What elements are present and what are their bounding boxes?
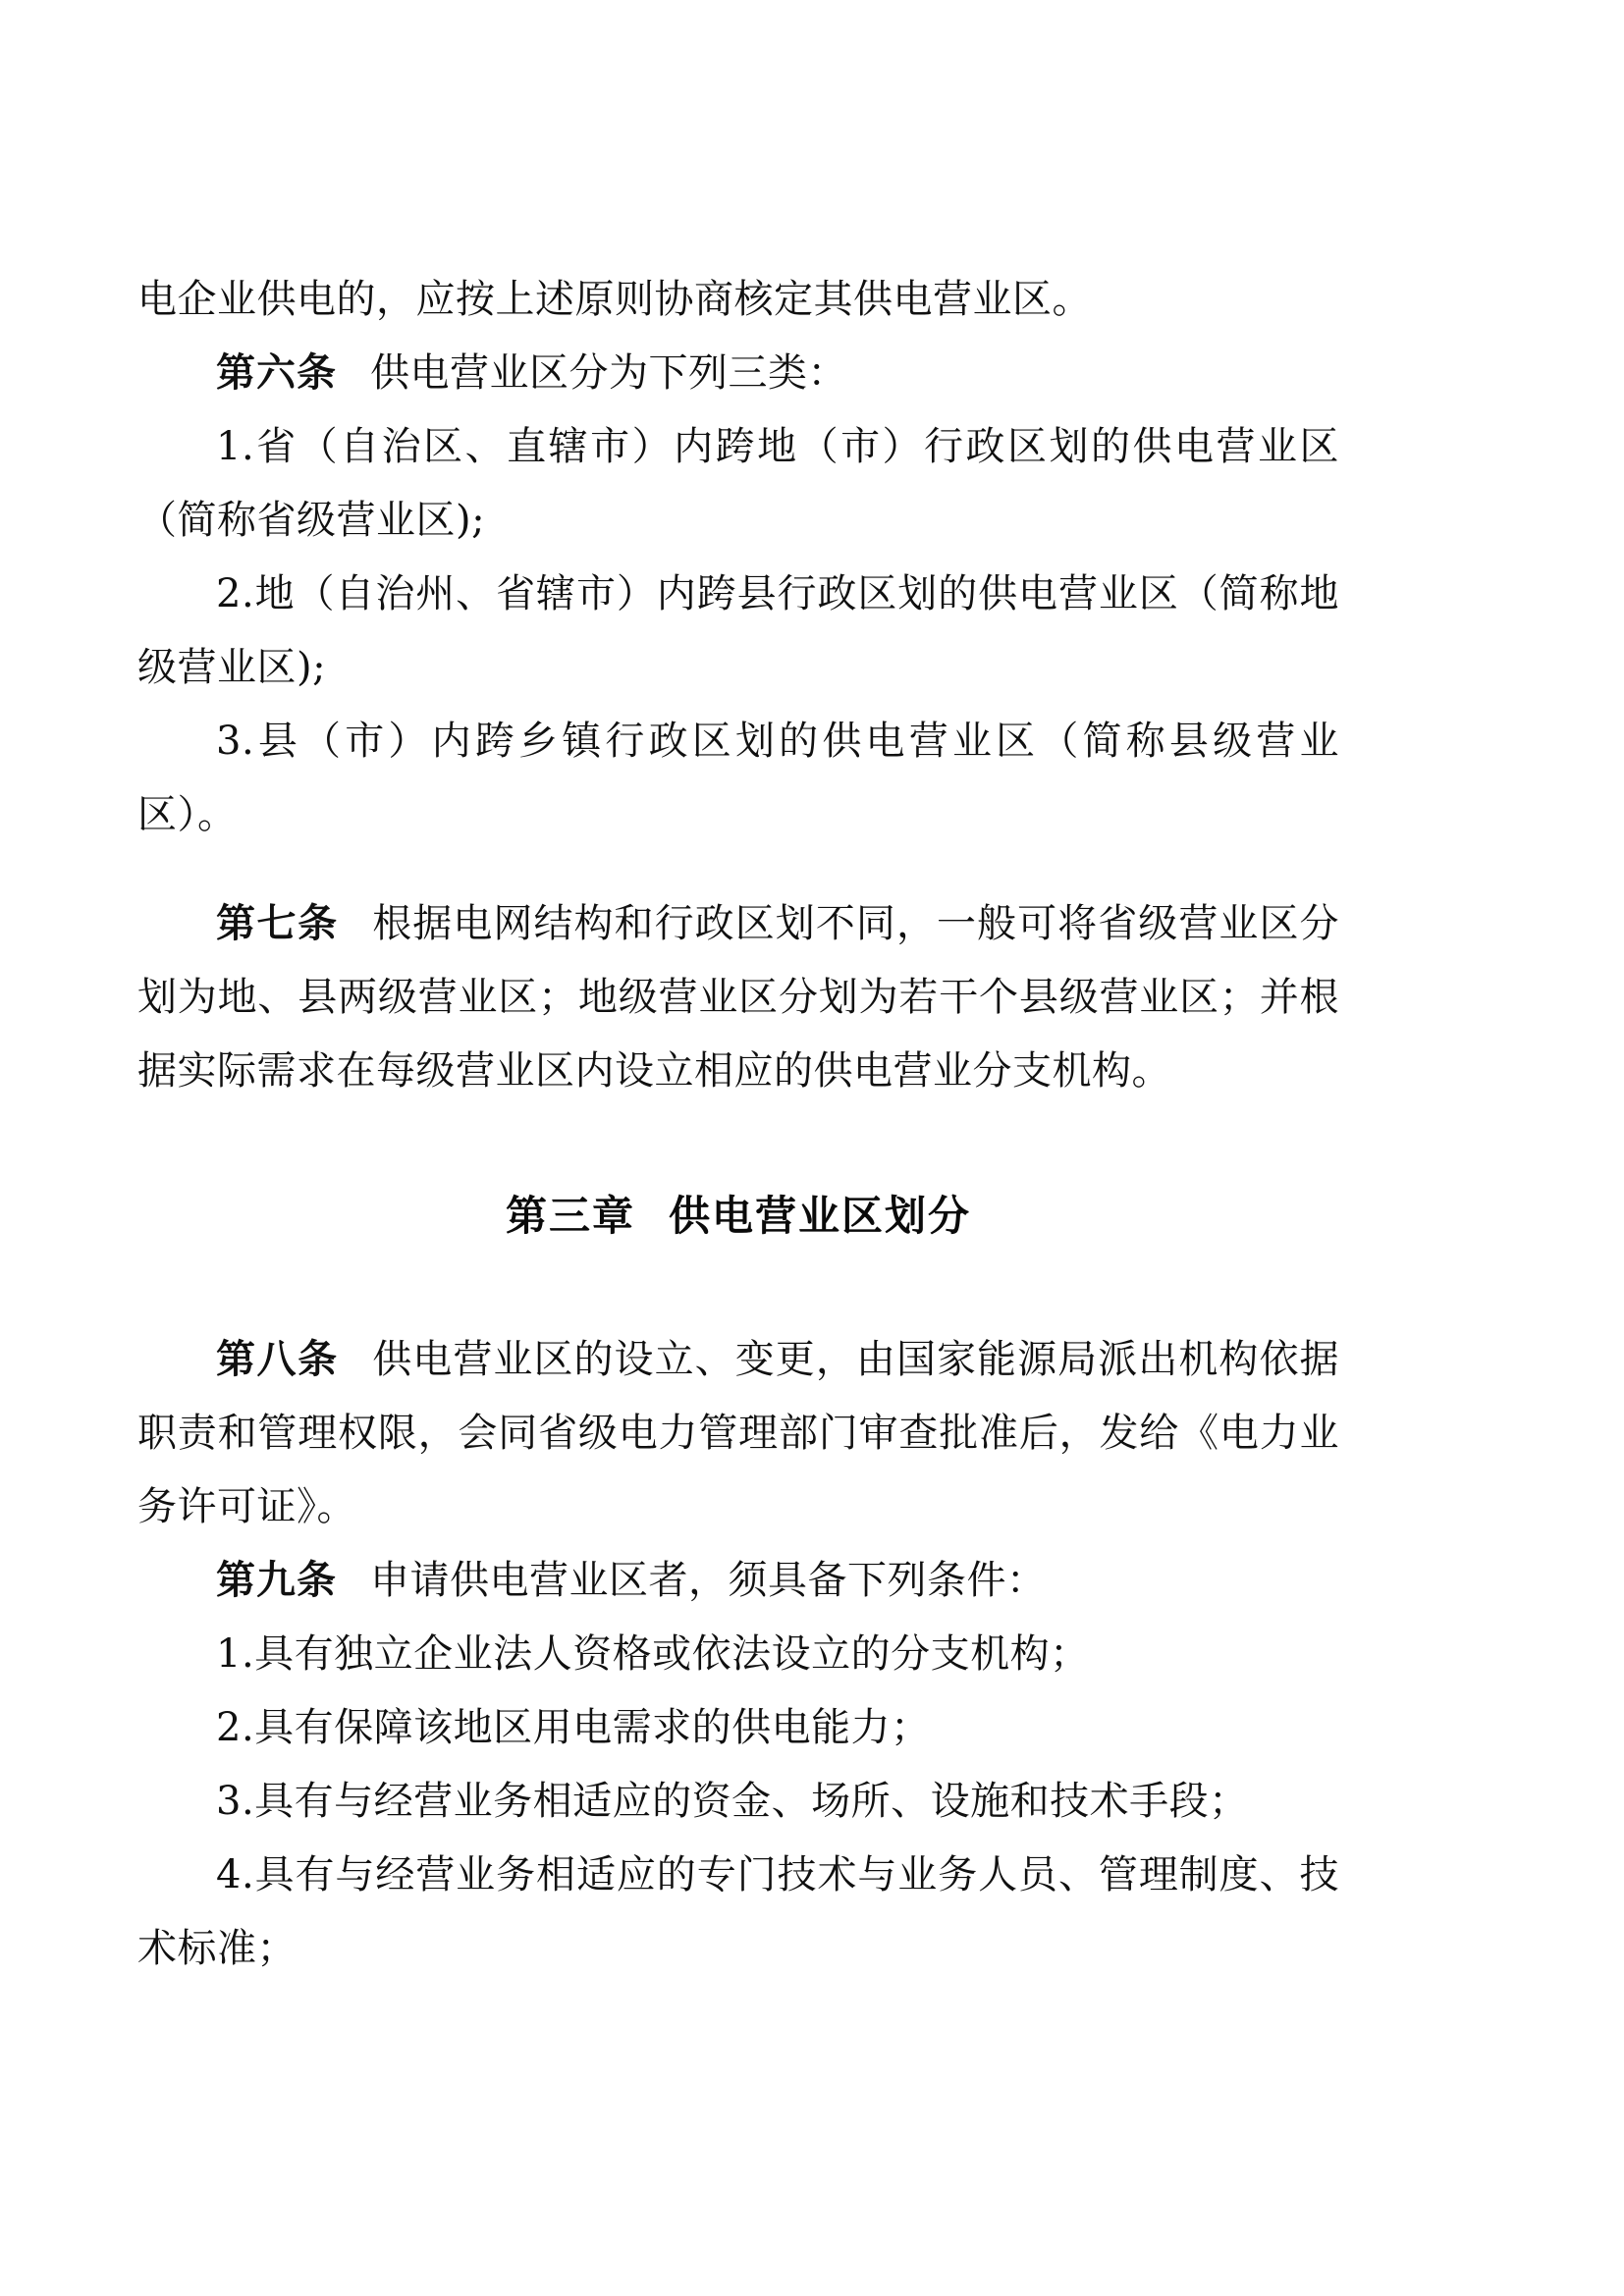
article-eight-text: 供电营业区的设立、变更，由国家能源局派出机构依据职责和管理权限，会同省级电力管理部门审查批准后，发给《电力业务许可证》。 bbox=[137, 1337, 1340, 1529]
chapter-heading bbox=[137, 1179, 1339, 1253]
paragraph-continuation: 电企业供电的，应按上述原则协商核定其供电营业区。 bbox=[137, 277, 1092, 322]
article-nine-label: 第九条 bbox=[216, 1558, 337, 1603]
spacer-before-article-seven bbox=[137, 852, 1339, 887]
article-seven-text: 根据电网结构和行政区划不同，一般可将省级营业区分划为地、县两级营业区；地级营业区分划为若干个县级营业区；并根据实际需求在每级营业区内设立相应的供电营业分支机构。 bbox=[137, 901, 1340, 1094]
list-item-nine-1: 1.具有独立企业法人资格或依法设立的分支机构； bbox=[216, 1631, 1090, 1677]
list-item-six-2: 2.地（自治州、省辖市）内跨县行政区划的供电营业区（简称地级营业区); bbox=[137, 571, 1339, 690]
article-six bbox=[137, 337, 1339, 410]
list-item-nine-3: 3.具有与经营业务相适应的资金、场所、设施和技术手段； bbox=[216, 1779, 1249, 1824]
spacer-after-chapter bbox=[137, 1253, 1339, 1323]
article-seven bbox=[137, 887, 1339, 1108]
chapter-number: 第三章 bbox=[505, 1192, 635, 1240]
list-item-nine-2: 2.具有保障该地区用电需求的供电能力； bbox=[216, 1705, 931, 1750]
list-item-six-3: 3.县（市）内跨乡镇行政区划的供电营业区（简称县级营业区）。 bbox=[137, 719, 1339, 837]
article-nine bbox=[137, 1544, 1339, 1618]
chapter-title: 供电营业区划分 bbox=[669, 1192, 972, 1240]
article-six-text: 供电营业区分为下列三类： bbox=[370, 350, 847, 396]
article-eight-label: 第八条 bbox=[216, 1337, 339, 1382]
article-eight bbox=[137, 1323, 1339, 1544]
list-item-six-1: 1.省（自治区、直辖市）内跨地（市）行政区划的供电营业区（简称省级营业区); bbox=[137, 424, 1339, 543]
article-nine-text: 申请供电营业区者，须具备下列条件： bbox=[370, 1558, 1047, 1603]
document-text-column bbox=[137, 263, 1339, 1986]
article-seven-label: 第七条 bbox=[216, 901, 339, 946]
spacer-before-chapter bbox=[137, 1108, 1339, 1179]
article-six-label: 第六条 bbox=[216, 350, 337, 396]
list-item-nine-4: 4.具有与经营业务相适应的专门技术与业务人员、管理制度、技术标准； bbox=[137, 1852, 1339, 1971]
